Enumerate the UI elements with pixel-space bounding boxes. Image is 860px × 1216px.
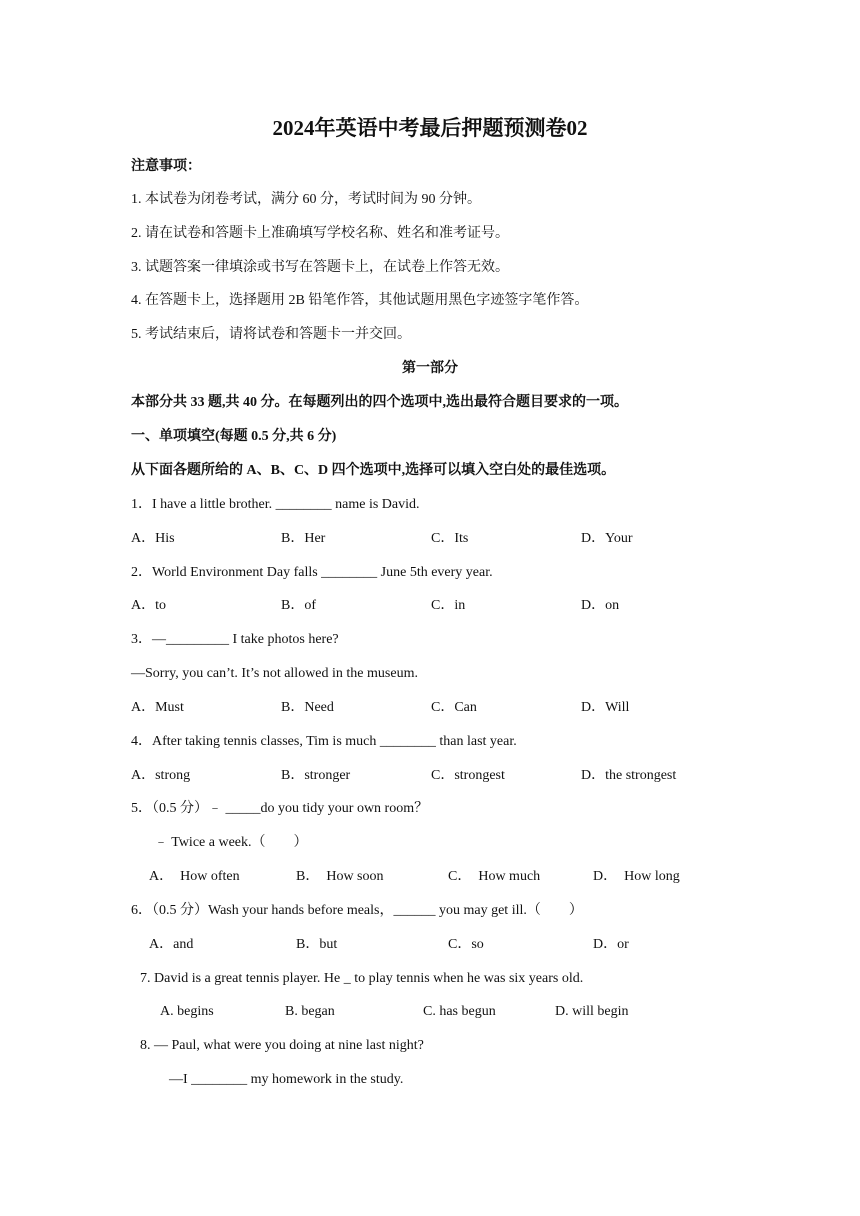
option-d: D． How long [593, 869, 680, 884]
option-a: A． How often [149, 869, 240, 884]
option-b: B．stronger [281, 768, 351, 783]
option-b: B．Need [281, 700, 334, 715]
question-stem: 2．World Environment Day falls ________ June 5th every year. [131, 565, 493, 580]
question-stem: 4．After taking tennis classes, Tim is much ________ than last year. [131, 734, 517, 749]
option-d: D．on [581, 598, 620, 613]
option-c: C. has begun [423, 1004, 496, 1019]
option-b: B．but [296, 937, 338, 952]
question-stem: 1．I have a little brother. ________ name is David. [131, 497, 420, 512]
option-b: B. began [285, 1004, 335, 1019]
option-a: A．His [131, 531, 175, 546]
option-c: C．so [448, 937, 484, 952]
option-a: A．and [149, 937, 194, 952]
option-a: A．strong [131, 768, 191, 783]
option-b: B．of [281, 598, 316, 613]
option-b: B． How soon [296, 869, 384, 884]
question-stem-response: —I ________ my homework in the study. [169, 1072, 404, 1087]
exam-title: 2024年英语中考最后押题预测卷02 [272, 116, 588, 140]
option-d: D．Will [581, 700, 630, 715]
option-c: C． How much [448, 869, 541, 884]
question-stem: 7. David is a great tennis player. He _ to play tennis when he was six years old. [140, 971, 584, 986]
notice-item: 3. 试题答案一律填涂或书写在答题卡上，在试卷上作答无效。 [131, 260, 509, 275]
question-stem: 5．（0.5 分）﹣ _____do you tidy your own room？ [131, 801, 429, 816]
option-a: A．to [131, 598, 166, 613]
question-stem-response: —Sorry, you can’t. It’s not allowed in the museum. [131, 666, 418, 681]
notice-item: 5. 考试结束后，请将试卷和答题卡一并交回。 [131, 327, 411, 342]
question-stem-response: ﹣ Twice a week.（ ） [154, 835, 308, 850]
section-heading: 一、单项填空(每题 0.5 分,共 6 分) [131, 429, 337, 444]
section-instruction: 从下面各题所给的 A、B、C、D 四个选项中,选择可以填入空白处的最佳选项。 [131, 463, 616, 478]
option-d: D. will begin [555, 1004, 629, 1019]
option-a: A. begins [160, 1004, 214, 1019]
question-stem: 6．（0.5 分）Wash your hands before meals，______ you may get ill.（ ） [131, 903, 583, 918]
notice-item: 1. 本试卷为闭卷考试，满分 60 分，考试时间为 90 分钟。 [131, 192, 481, 207]
part-heading: 第一部分 [402, 361, 458, 376]
part-description: 本部分共 33 题,共 40 分。在每题列出的四个选项中,选出最符合题目要求的一项。 [131, 395, 628, 410]
notice-item: 2. 请在试卷和答题卡上准确填写学校名称、姓名和准考证号。 [131, 226, 509, 241]
question-stem: 8. — Paul, what were you doing at nine last night? [140, 1038, 424, 1053]
notice-item: 4. 在答题卡上，选择题用 2B 铅笔作答，其他试题用黑色字迹签字笔作答。 [131, 293, 589, 308]
option-d: D．the strongest [581, 768, 677, 783]
question-stem: 3．—_________ I take photos here? [131, 632, 339, 647]
option-c: C．strongest [431, 768, 505, 783]
option-c: C．Its [431, 531, 469, 546]
option-c: C．Can [431, 700, 477, 715]
option-b: B．Her [281, 531, 326, 546]
option-c: C．in [431, 598, 466, 613]
option-d: D．Your [581, 531, 633, 546]
notice-heading: 注意事项： [131, 159, 201, 174]
option-a: A．Must [131, 700, 184, 715]
option-d: D．or [593, 937, 629, 952]
